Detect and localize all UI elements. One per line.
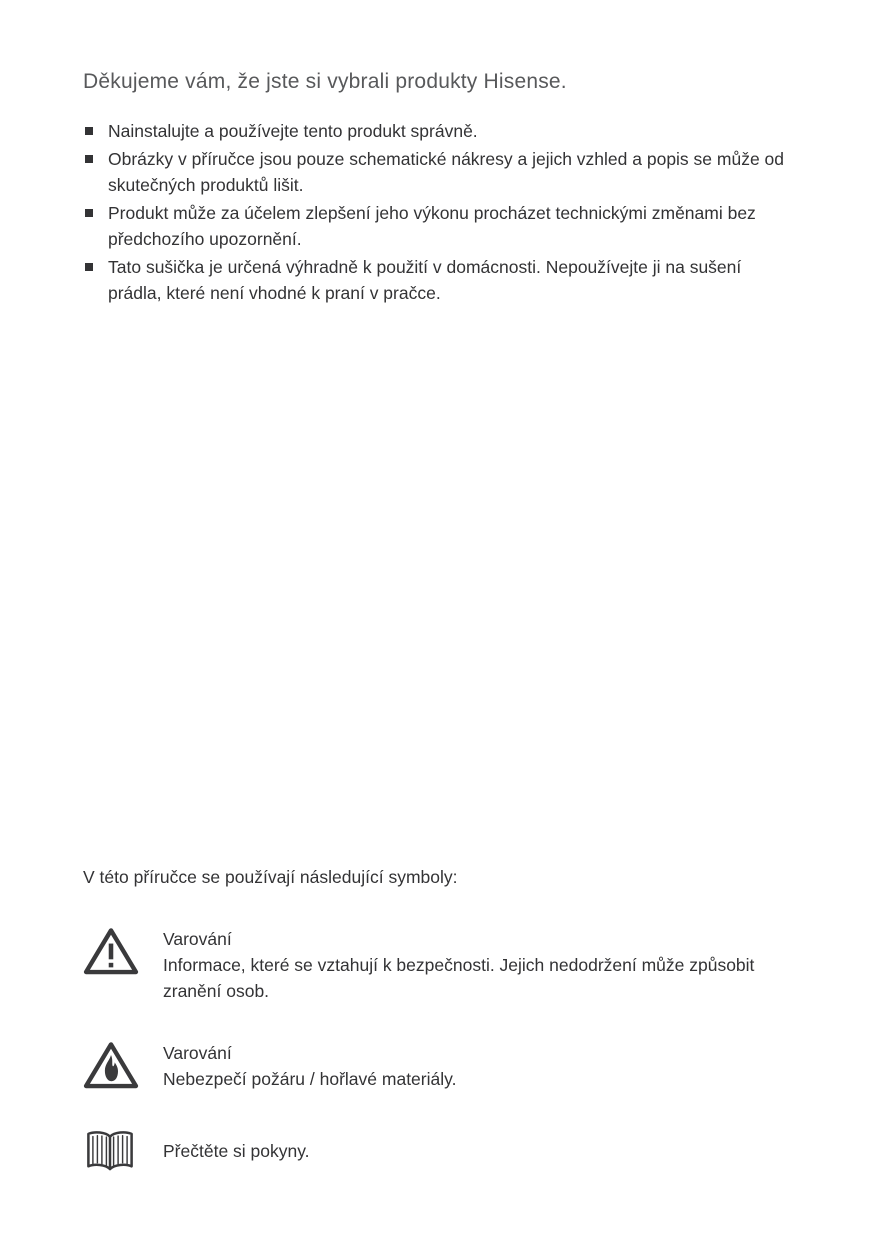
warning-triangle-fire-icon: [83, 1040, 139, 1090]
symbol-row: [83, 1128, 794, 1174]
symbol-text-block: [163, 926, 793, 1004]
intro-bullet-list: [83, 118, 794, 306]
warning-triangle-exclamation-icon: [83, 926, 139, 976]
bullet-text: Nainstalujte a používejte tento produkt správně.: [108, 121, 478, 141]
list-item: [83, 146, 794, 198]
symbols-intro: V této příručce se používají následující symboly:: [83, 867, 458, 887]
bullet-marker: [85, 127, 93, 135]
open-book-icon: [83, 1128, 139, 1174]
symbol-row: [83, 926, 794, 1004]
bullet-text: Produkt může za účelem zlepšení jeho výkonu procházet technickými změnami bez předchozího upozornění.: [108, 203, 756, 249]
list-item: [83, 118, 794, 144]
symbol-description: Nebezpečí požáru / hořlavé materiály.: [163, 1069, 457, 1089]
bullet-text: Obrázky v příručce jsou pouze schematické nákresy a jejich vzhled a popis se může od skutečných produktů lišit.: [108, 149, 785, 195]
symbol-text-block: [163, 1040, 456, 1092]
symbol-description: Informace, které se vztahují k bezpečnosti. Jejich nedodržení může způsobit zranění osob.: [163, 955, 755, 1001]
page-title: Děkujeme vám, že jste si vybrali produkty Hisense.: [83, 70, 567, 93]
bullet-marker: [85, 155, 93, 163]
symbol-title: Varování: [163, 1043, 232, 1063]
list-item: [83, 254, 794, 306]
symbol-row: [83, 1040, 794, 1092]
list-item: [83, 200, 794, 252]
bullet-marker: [85, 263, 93, 271]
symbol-text-block: [163, 1138, 310, 1164]
bullet-marker: [85, 209, 93, 217]
bullet-text: Tato sušička je určená výhradně k použití v domácnosti. Nepoužívejte ji na sušení prádla, které není vhodné k praní v pračce.: [108, 257, 742, 303]
symbol-title: Varování: [163, 929, 232, 949]
symbol-description: Přečtěte si pokyny.: [163, 1141, 310, 1161]
